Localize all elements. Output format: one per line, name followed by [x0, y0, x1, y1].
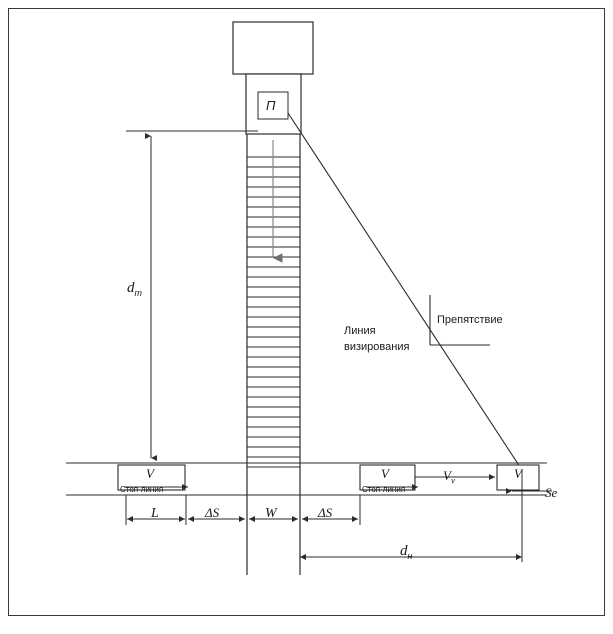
label-line-of-sight-2: визирования [344, 341, 410, 353]
label-v-mid: V [381, 466, 389, 481]
label-vv: $V_v$ [443, 468, 455, 486]
label-stop-line-right: Стоп-линия [362, 485, 406, 494]
label-l: L [151, 506, 159, 521]
label-dt: $d_т$ [127, 280, 142, 298]
label-w: W [265, 506, 277, 521]
label-v-right: V [514, 466, 522, 481]
label-stop-line-left: Стоп-линия [120, 485, 164, 494]
label-delta-s-left: ΔS [205, 505, 220, 520]
label-delta-s-right: ΔS [318, 505, 333, 520]
label-se: Se [545, 485, 558, 500]
label-obstacle: Препятствие [437, 314, 503, 326]
label-v-left: V [146, 466, 154, 481]
label-line-of-sight-1: Линия [344, 325, 376, 337]
label-dn: $d_н$ [400, 543, 413, 561]
label-vehicle-p: П [266, 98, 276, 113]
